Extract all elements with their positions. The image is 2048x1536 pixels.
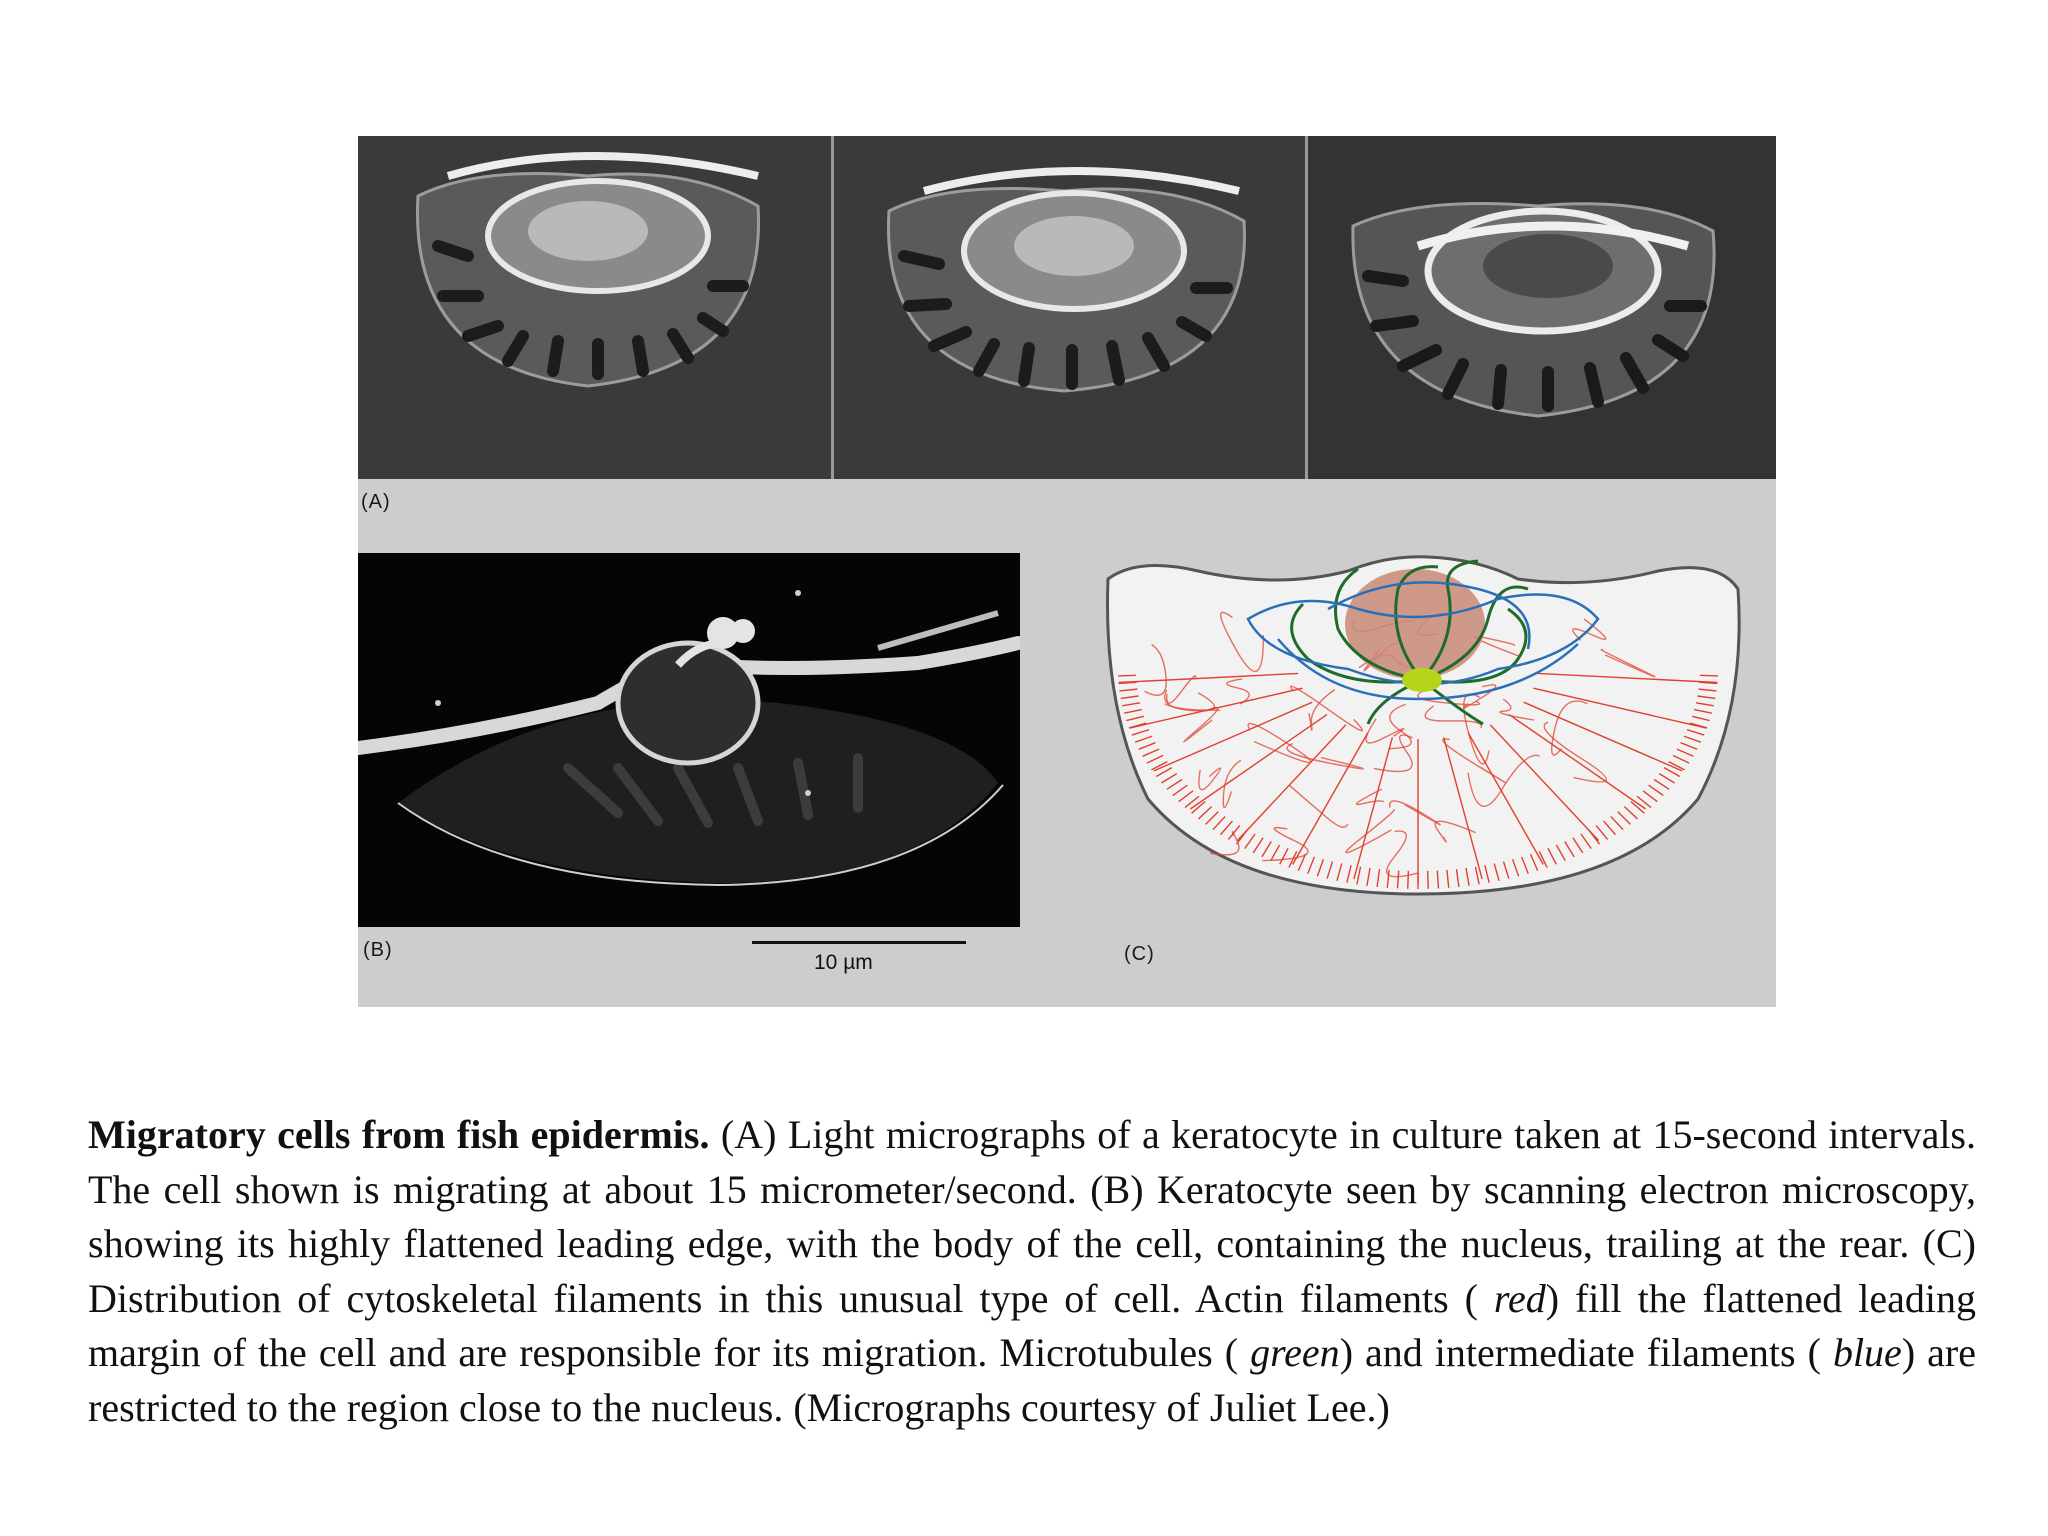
caption-text: ) fill the flattened leading margin of the cell and are responsible for its migration. Microtubules ( — [88, 1275, 1976, 1375]
figure — [358, 136, 1776, 1007]
panel-a-light-micrographs — [358, 136, 1776, 479]
caption-text: ) are restricted to the region close to the nucleus. (Micrographs courtesy of Juliet Lee.) — [88, 1330, 1976, 1430]
scale-bar — [752, 941, 966, 944]
panel-b-label: (B) — [363, 939, 393, 961]
caption-red: red — [1493, 1275, 1546, 1321]
micrograph-frame-3 — [1308, 136, 1776, 479]
actin-edge-filament — [1408, 871, 1409, 889]
scale-bar-label: 10 µm — [814, 951, 873, 974]
actin-edge-filament — [1700, 675, 1718, 676]
caption-green: green — [1250, 1330, 1340, 1375]
panel-c-cytoskeleton-diagram — [1098, 549, 1746, 909]
panel-b-sem-image — [358, 553, 1020, 927]
caption-text: ) and intermediate filaments ( — [1339, 1330, 1833, 1375]
actin-edge-filament — [1428, 871, 1429, 889]
panel-c-label: (C) — [1124, 943, 1155, 965]
figure-caption — [88, 1108, 1976, 1435]
centrosome — [1402, 668, 1442, 692]
caption-blue: blue — [1832, 1330, 1902, 1375]
caption-text: (A) Light micrographs of a keratocyte in culture taken at 15-second intervals. The cell shown is migrating at about 15 micrometer/second. (B) Keratocyte seen by scanning electron microscopy, showing its highly flattened leading edge, with the body of the cell, containing the nucleus, trailing at the rear. (C) Distribution of cytoskeletal filaments in this unusual type of cell. Actin filaments ( — [88, 1112, 1976, 1321]
micrograph-frame-2 — [834, 136, 1304, 479]
panel-a-label: (A) — [361, 491, 391, 513]
actin-edge-filament — [1118, 675, 1136, 676]
caption-title: Migratory cells from fish epidermis. — [88, 1112, 710, 1157]
micrograph-frame-1 — [358, 136, 830, 479]
